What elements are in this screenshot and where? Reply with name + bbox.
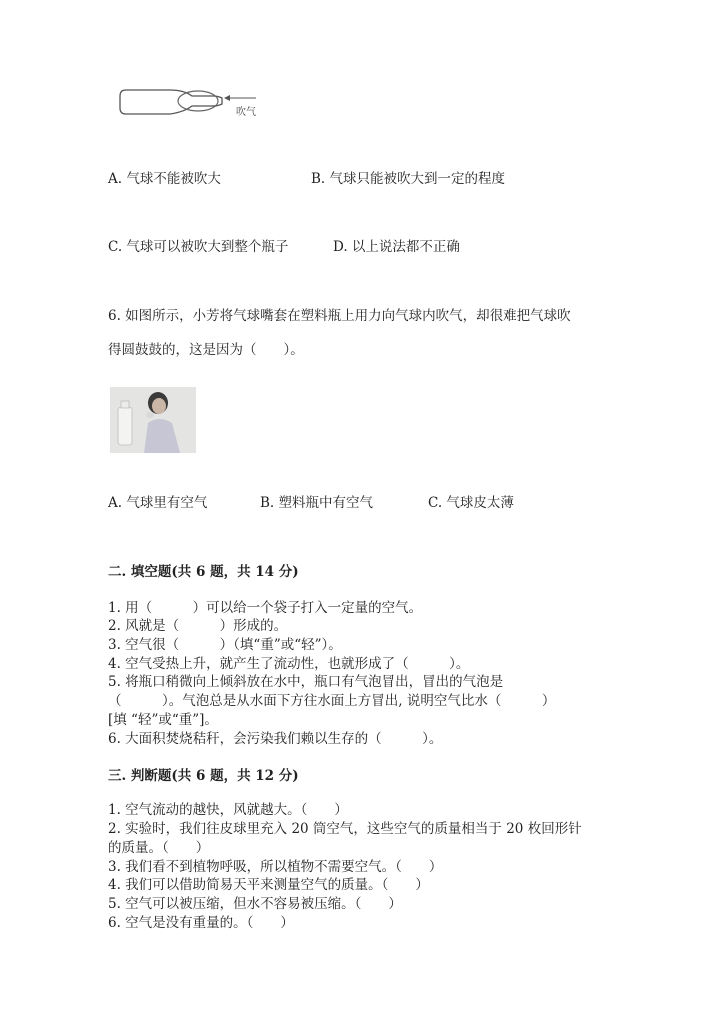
section3-line: 的质量。（ ） (108, 840, 210, 856)
section2-line: 4. 空气受热上升，就产生了流动性，也就形成了（ ）。 (108, 656, 470, 672)
section2-line: 6. 大面积焚烧秸秆，会污染我们赖以生存的（ ）。 (108, 731, 443, 747)
q6-option-c: C. 气球皮太薄 (428, 495, 514, 511)
q5-option-b: B. 气球只能被吹大到一定的程度 (311, 171, 506, 187)
q6-option-b: B. 塑料瓶中有空气 (260, 495, 374, 511)
section3-line: 5. 空气可以被压缩，但水不容易被压缩。（ ） (108, 896, 402, 912)
section2-line: （ ）。气泡总是从水面下方往水面上方冒出, 说明空气比水（ ） (108, 693, 556, 709)
girl-blowing-balloon-photo (110, 387, 196, 453)
q6-stem-line2: 得圆鼓鼓的，这是因为（ ）。 (108, 342, 304, 358)
section3-line: 1. 空气流动的越快，风就越大。（ ） (108, 802, 348, 818)
section2-line: 3. 空气很（ ）（填“重”或“轻”）。 (108, 637, 342, 653)
section2-line: [填 “轻”或“重”]。 (108, 712, 218, 728)
section3-line: 6. 空气是没有重量的。（ ） (108, 915, 294, 931)
bottle-balloon-figure (118, 84, 268, 124)
section3-line: 2. 实验时，我们往皮球里充入 20 筒空气，这些空气的质量相当于 20 枚回形针 (108, 821, 582, 837)
section3-line: 3. 我们看不到植物呼吸，所以植物不需要空气。（ ） (108, 859, 443, 875)
section3-heading: 三. 判断题(共 6 题，共 12 分) (108, 768, 299, 784)
blow-air-label: 吹气 (236, 107, 256, 118)
section3-line: 4. 我们可以借助简易天平来测量空气的质量。（ ） (108, 877, 429, 893)
q6-option-a: A. 气球里有空气 (108, 495, 208, 511)
section2-line: 5. 将瓶口稍微向上倾斜放在水中，瓶口有气泡冒出，冒出的气泡是 (108, 674, 504, 690)
q6-stem-line1: 6. 如图所示，小芳将气球嘴套在塑料瓶上用力向气球内吹气，却很难把气球吹 (108, 308, 571, 324)
section2-line: 1. 用（ ）可以给一个袋子打入一定量的空气。 (108, 600, 423, 616)
section2-heading: 二. 填空题(共 6 题，共 14 分) (108, 564, 299, 580)
section2-line: 2. 风就是（ ）形成的。 (108, 618, 288, 634)
q5-option-a: A. 气球不能被吹大 (108, 171, 221, 187)
q5-option-d: D. 以上说法都不正确 (333, 239, 460, 255)
q5-option-c: C. 气球可以被吹大到整个瓶子 (108, 239, 289, 255)
